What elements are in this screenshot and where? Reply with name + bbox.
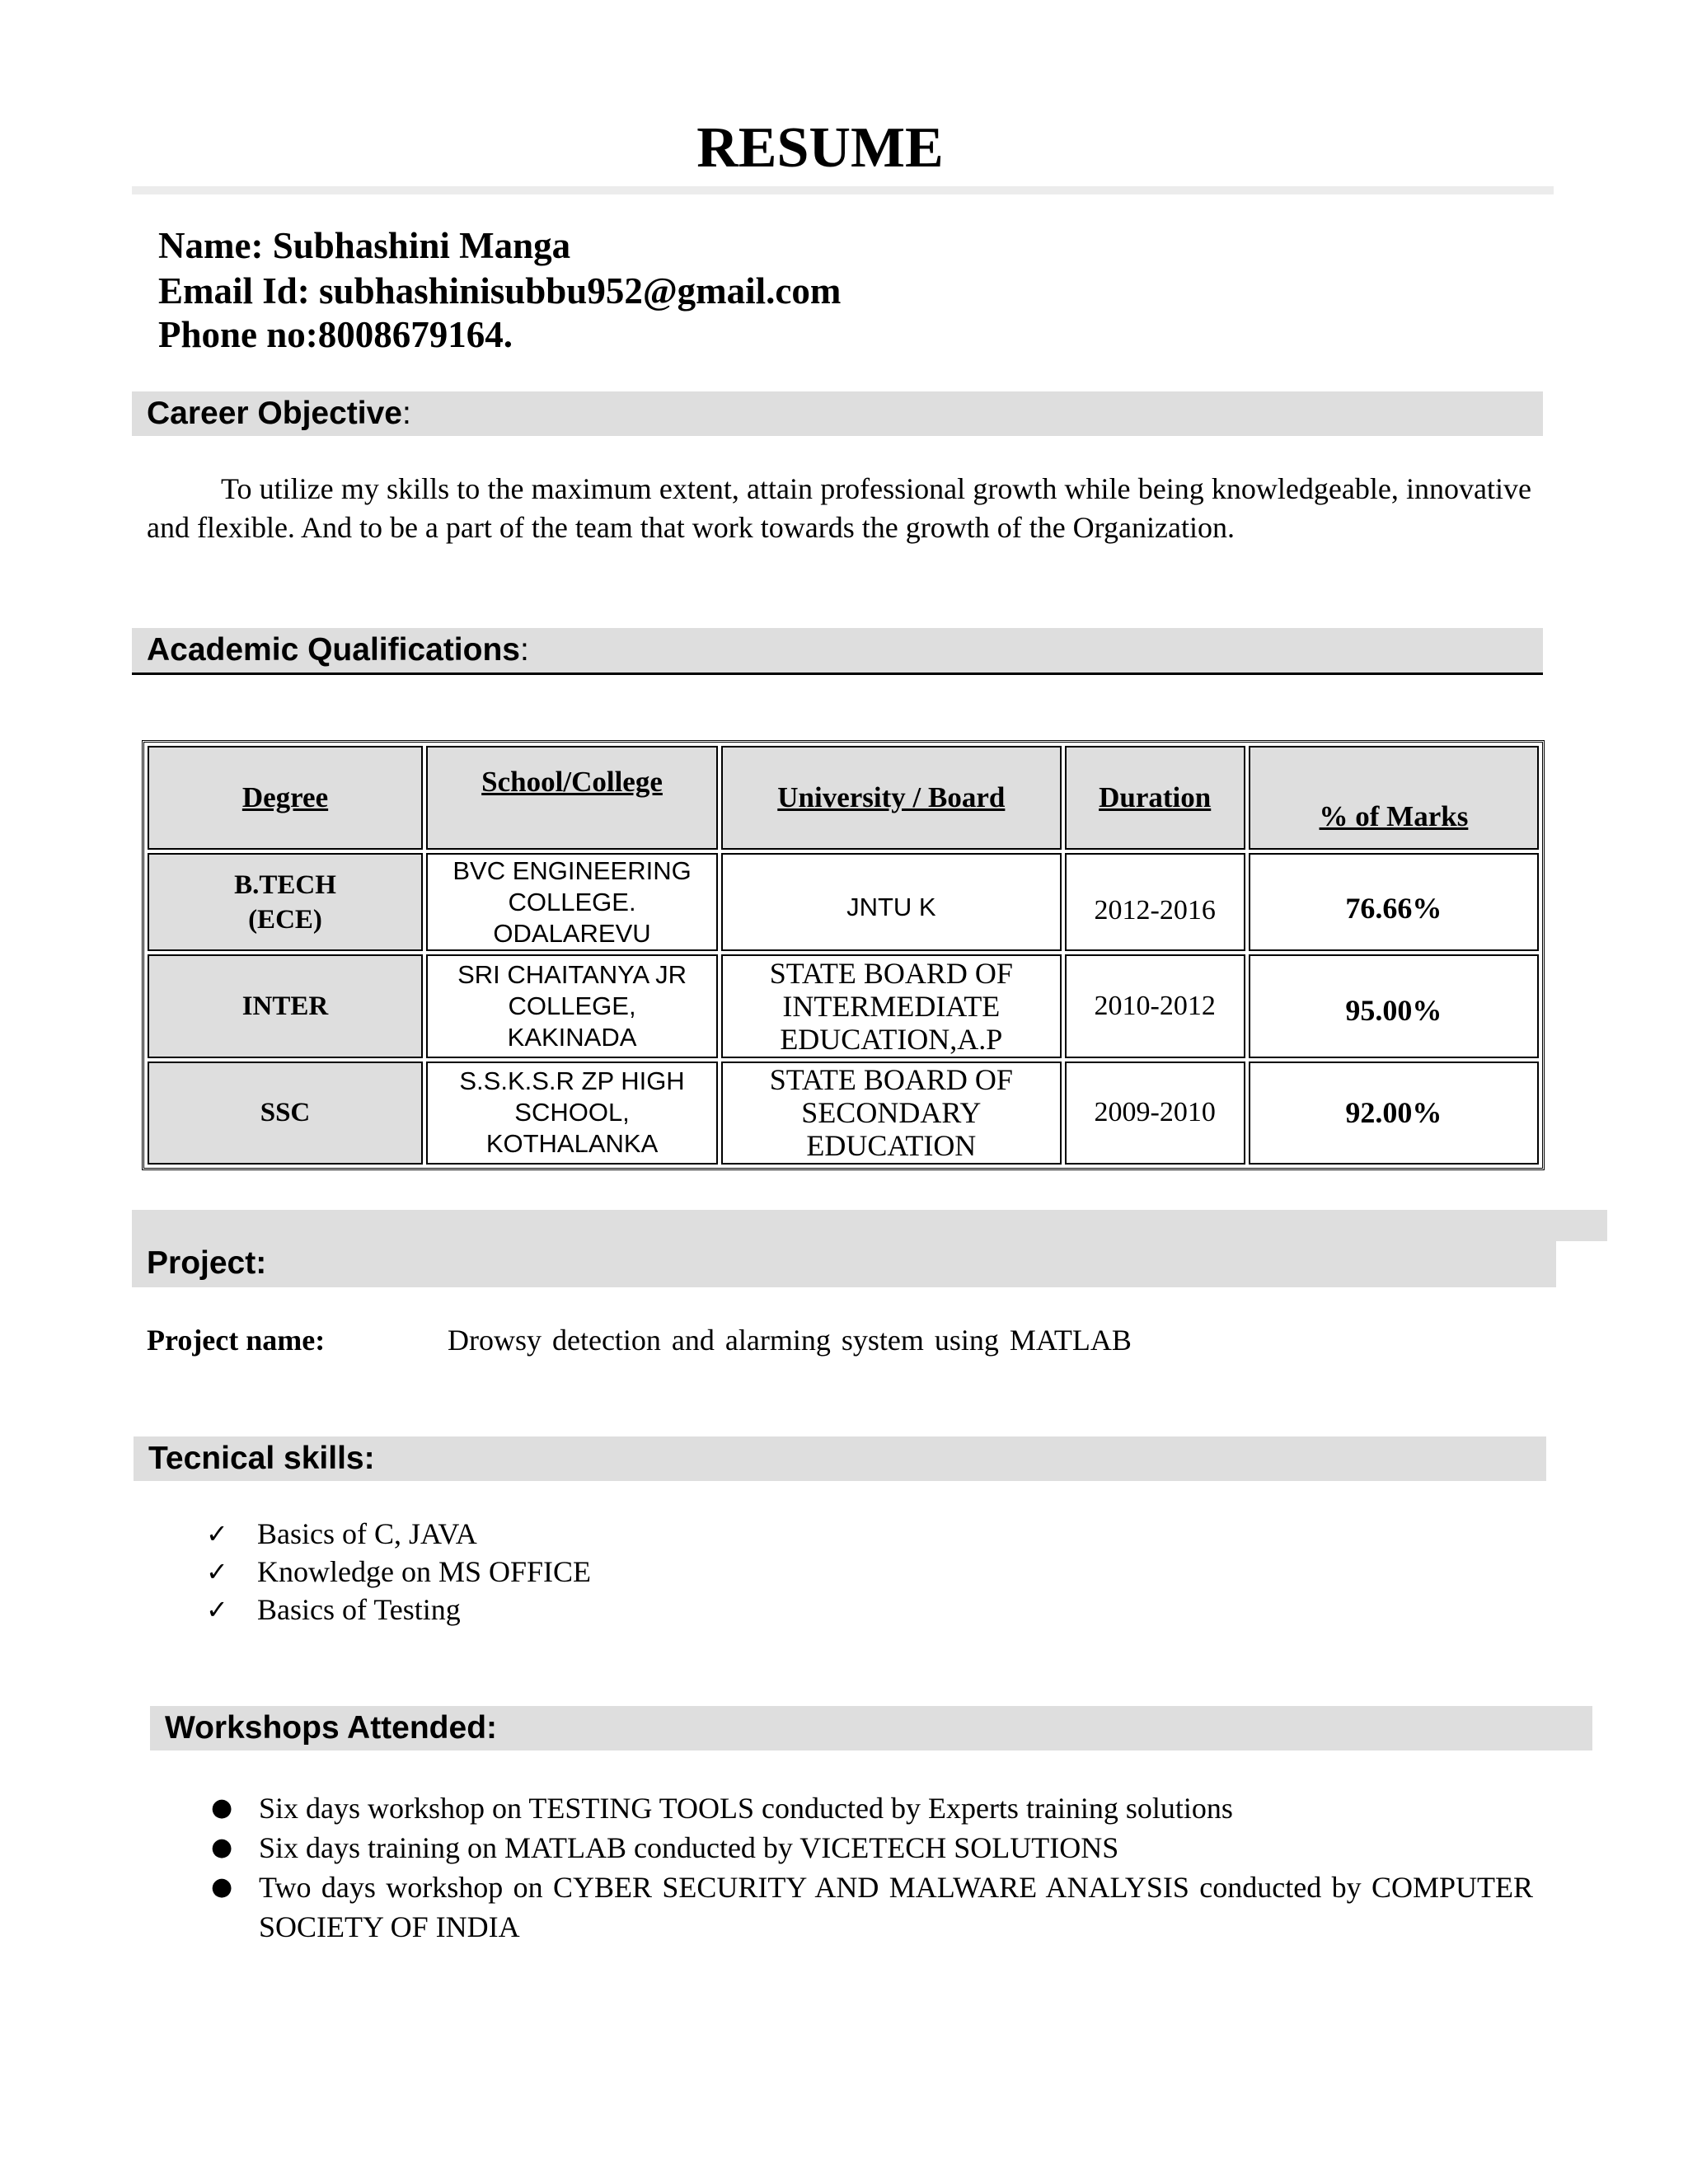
- school-line: ODALAREVU: [493, 918, 651, 948]
- skill-text: Basics of C, JAVA: [257, 1517, 477, 1550]
- title-divider: [132, 186, 1554, 194]
- contact-name: Name: Subhashini Manga: [158, 225, 571, 266]
- list-item: [206, 1788, 1533, 1828]
- school-line: S.S.K.S.R ZP HIGH: [459, 1066, 685, 1096]
- university-line: STATE BOARD OF: [769, 956, 1013, 990]
- table-header-row: [148, 746, 1539, 850]
- university-line: INTERMEDIATE: [782, 989, 1001, 1023]
- duration-cell: 2010-2012: [1065, 954, 1245, 1057]
- skill-text: Knowledge on MS OFFICE: [257, 1555, 592, 1588]
- university-line: EDUCATION,A.P: [780, 1022, 1003, 1056]
- school-line: KOTHALANKA: [485, 1129, 659, 1159]
- duration-cell: 2009-2010: [1065, 1062, 1245, 1165]
- section-title: Tecnical skills:: [148, 1441, 375, 1476]
- column-header-university: University / Board: [721, 746, 1061, 850]
- university-line: EDUCATION: [806, 1129, 977, 1163]
- degree-cell: [148, 1062, 423, 1165]
- list-item: [206, 1868, 1533, 1947]
- school-line: SCHOOL,: [514, 1098, 630, 1127]
- column-header-degree: Degree: [148, 746, 423, 850]
- contact-email: Email Id: subhashinisubbu952@gmail.com: [158, 270, 842, 312]
- section-title: Career Objective: [147, 396, 403, 431]
- workshops-header: [150, 1706, 1592, 1750]
- page-title: RESUME: [696, 116, 944, 180]
- section-title: Academic Qualifications: [147, 632, 520, 668]
- project-name-label: Project name:: [147, 1324, 326, 1357]
- list-item: [206, 1591, 591, 1629]
- bullet-icon: ●: [211, 1793, 233, 1822]
- workshop-text: Six days workshop on TESTING TOOLS conducted by Experts training solutions: [259, 1792, 1233, 1825]
- school-cell: [426, 1062, 718, 1165]
- duration-cell: 2012-2016: [1065, 853, 1245, 951]
- degree-line: (ECE): [248, 904, 322, 935]
- workshop-text: Six days training on MATLAB conducted by VICETECH SOLUTIONS: [259, 1831, 1119, 1864]
- bullet-icon: ●: [211, 1833, 233, 1862]
- skills-list: [206, 1515, 591, 1629]
- column-header-duration: Duration: [1065, 746, 1245, 850]
- check-icon: ✓: [206, 1518, 228, 1549]
- check-icon: ✓: [206, 1594, 228, 1625]
- academic-table: [142, 740, 1545, 1170]
- column-header-marks: % of Marks: [1249, 746, 1539, 850]
- school-line: KAKINADA: [507, 1022, 637, 1052]
- university-line: JNTU K: [846, 893, 936, 921]
- degree-line: SSC: [260, 1098, 311, 1128]
- academic-qualifications-header: [132, 628, 1543, 675]
- university-cell: [721, 1062, 1061, 1165]
- career-objective-header: [132, 391, 1543, 436]
- bullet-icon: ●: [211, 1872, 233, 1901]
- marks-cell: 92.00%: [1249, 1062, 1539, 1165]
- workshop-text: Two days workshop on CYBER SECURITY AND MALWARE ANALYSIS conducted by COMPUTER SOCIETY OF INDIA: [259, 1871, 1533, 1943]
- table-row: [148, 853, 1539, 951]
- project-header: [132, 1241, 1556, 1287]
- school-line: COLLEGE,: [508, 991, 636, 1020]
- career-objective-text: To utilize my skills to the maximum extent, attain professional growth while being knowledgeable, innovative and flexible. And to be a part of the team that work towards the growth of the Organization.: [147, 472, 1531, 544]
- university-cell: [721, 954, 1061, 1057]
- school-line: SRI CHAITANYA JR: [457, 959, 687, 989]
- workshops-list: [206, 1788, 1533, 1947]
- project-header-band: [132, 1210, 1607, 1241]
- school-cell: [426, 853, 718, 951]
- degree-line: B.TECH: [234, 869, 336, 900]
- list-item: [206, 1515, 591, 1553]
- section-title: Project:: [147, 1245, 267, 1281]
- list-item: [206, 1828, 1533, 1868]
- column-header-school: School/College: [426, 746, 718, 850]
- list-item: [206, 1553, 591, 1591]
- contact-phone: Phone no:8008679164.: [158, 314, 513, 355]
- table-row: [148, 1062, 1539, 1165]
- technical-skills-header: [134, 1436, 1546, 1481]
- table-row: [148, 954, 1539, 1057]
- school-line: BVC ENGINEERING: [452, 855, 692, 885]
- university-cell: [721, 853, 1061, 951]
- section-colon: :: [402, 396, 411, 431]
- degree-line: INTER: [241, 991, 329, 1021]
- section-colon: :: [519, 632, 529, 668]
- degree-cell: [148, 853, 423, 951]
- school-line: COLLEGE.: [508, 887, 636, 916]
- university-line: SECONDARY: [801, 1096, 982, 1130]
- university-line: STATE BOARD OF: [769, 1063, 1013, 1097]
- school-cell: [426, 954, 718, 1057]
- section-title: Workshops Attended:: [165, 1710, 498, 1746]
- marks-cell: 95.00%: [1249, 954, 1539, 1057]
- check-icon: ✓: [206, 1556, 228, 1587]
- degree-cell: [148, 954, 423, 1057]
- marks-cell: 76.66%: [1249, 853, 1539, 951]
- project-name-value: Drowsy detection and alarming system using MATLAB: [448, 1324, 1132, 1357]
- skill-text: Basics of Testing: [257, 1593, 461, 1626]
